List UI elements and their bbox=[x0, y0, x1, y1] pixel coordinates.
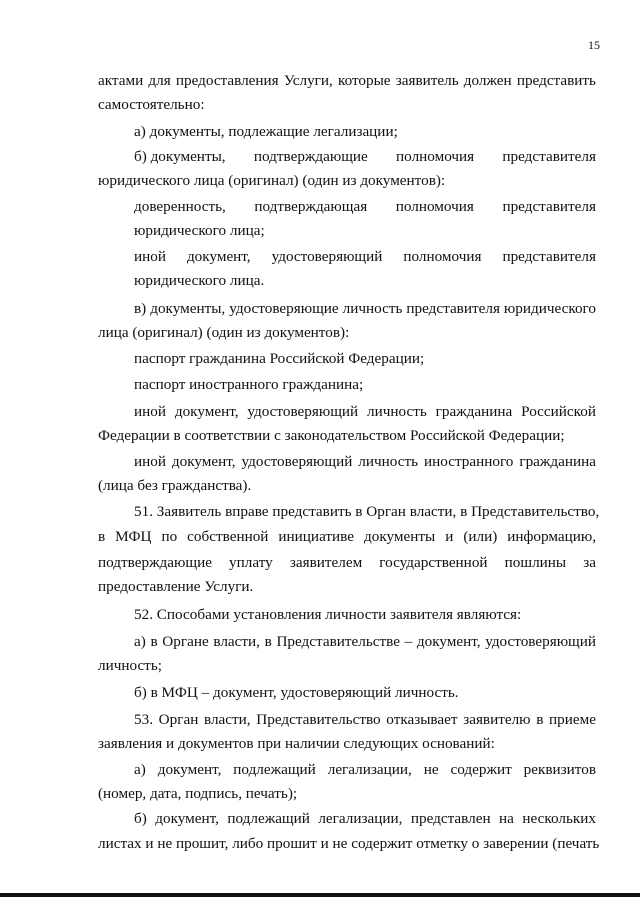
word: б) документы, bbox=[134, 148, 226, 165]
page-bottom-edge bbox=[0, 893, 640, 897]
text-line: б) в МФЦ – документ, удостоверяющий личность. bbox=[134, 684, 459, 701]
word: подтверждающая bbox=[254, 198, 368, 215]
word: иной bbox=[134, 248, 166, 265]
text-line: а) документ, подлежащий легализации, не содержит реквизитов bbox=[134, 761, 596, 778]
text-line: юридического лица. bbox=[134, 272, 265, 289]
text-line bbox=[134, 148, 596, 166]
word: заявителем bbox=[289, 554, 363, 571]
text-line: 52. Способами установления личности заявителя являются: bbox=[134, 606, 522, 623]
text-line: в МФЦ по собственной инициативе документы и (или) информацию, bbox=[98, 528, 596, 545]
text-line: а) в Органе власти, в Представительстве – документ, удостоверяющий bbox=[134, 633, 596, 650]
text-line: юридического лица; bbox=[134, 222, 265, 239]
text-line: юридического лица (оригинал) (один из документов): bbox=[98, 172, 446, 189]
text-line: б) документ, подлежащий легализации, представлен на нескольких bbox=[134, 810, 596, 827]
word: представителя bbox=[502, 148, 596, 165]
text-line: а) документы, подлежащие легализации; bbox=[134, 123, 398, 140]
text-line: 51. Заявитель вправе представить в Орган власти, в Представительство, bbox=[134, 503, 600, 520]
text-line: в) документы, удостоверяющие личность представителя юридического bbox=[134, 300, 596, 317]
word: представителя bbox=[502, 248, 596, 265]
word: уплату bbox=[229, 554, 273, 571]
word: пошлины bbox=[504, 554, 567, 571]
text-line: Федерации в соответствии с законодательством Российской Федерации; bbox=[98, 427, 565, 444]
text-line: паспорт иностранного гражданина; bbox=[134, 376, 364, 393]
text-line: паспорт гражданина Российской Федерации; bbox=[134, 350, 425, 367]
text-line: иной документ, удостоверяющий личность гражданина Российской bbox=[134, 403, 596, 420]
word: полномочия bbox=[395, 198, 474, 215]
text-line: самостоятельно: bbox=[98, 96, 205, 113]
page-number: 15 bbox=[588, 38, 600, 52]
word: государственной bbox=[379, 554, 488, 571]
text-line: (лица без гражданства). bbox=[98, 477, 252, 494]
text-line: листах и не прошит, либо прошит и не содержит отметку о заверении (печать bbox=[98, 835, 600, 852]
text-line: заявления и документов при наличии следующих оснований: bbox=[98, 735, 495, 752]
text-line: актами для предоставления Услуги, которые заявитель должен представить bbox=[98, 72, 596, 89]
word: полномочия bbox=[396, 148, 475, 165]
text-line bbox=[134, 198, 596, 216]
text-line: предоставление Услуги. bbox=[98, 578, 254, 595]
text-line bbox=[134, 248, 596, 266]
word: за bbox=[583, 554, 596, 571]
word: полномочия bbox=[403, 248, 482, 265]
word: удостоверяющий bbox=[271, 248, 383, 265]
text-line: (номер, дата, подпись, печать); bbox=[98, 785, 298, 802]
word: представителя bbox=[502, 198, 596, 215]
text-line bbox=[98, 554, 596, 572]
word: доверенность, bbox=[134, 198, 226, 215]
text-line: иной документ, удостоверяющий личность иностранного гражданина bbox=[134, 453, 596, 470]
text-line: лица (оригинал) (один из документов): bbox=[98, 324, 350, 341]
text-line: 53. Орган власти, Представительство отказывает заявителю в приеме bbox=[134, 711, 596, 728]
word: подтверждающие bbox=[98, 554, 212, 571]
word: документ, bbox=[186, 248, 251, 265]
word: подтверждающие bbox=[253, 148, 368, 165]
text-line: личность; bbox=[98, 657, 162, 674]
